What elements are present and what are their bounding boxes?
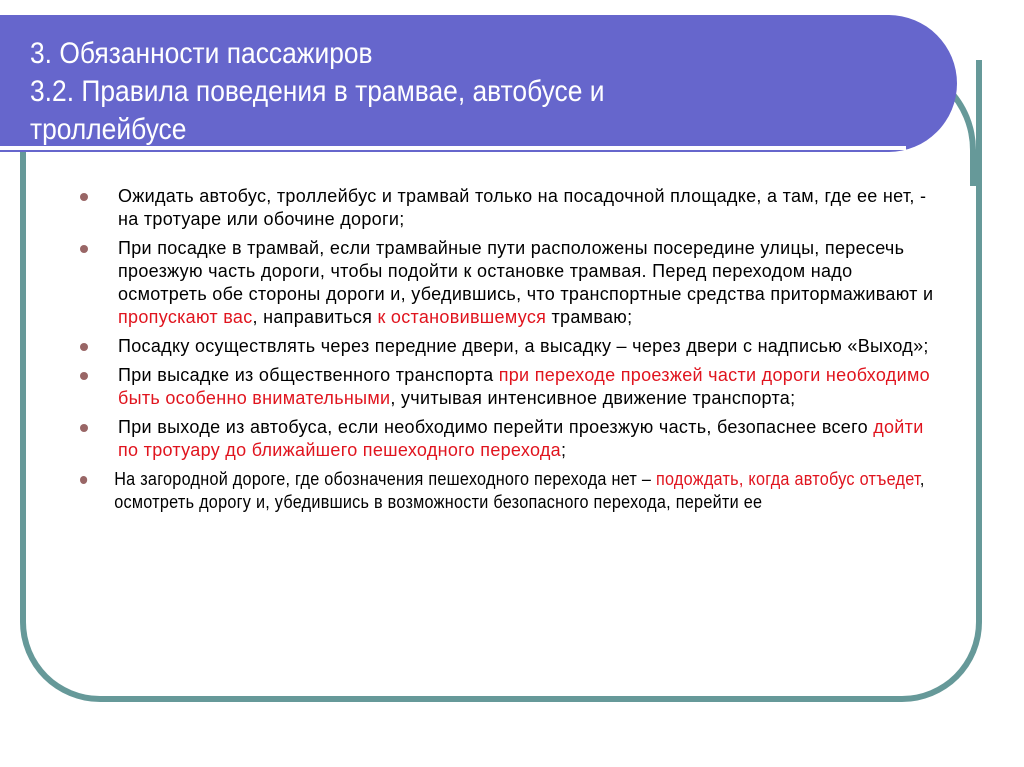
highlighted-text: к остановившемуся <box>377 307 547 327</box>
highlighted-text: при переходе проезжей части дороги необходимо быть особенно внимательными <box>118 365 930 408</box>
item-text: При выходе из автобуса, если необходимо перейти проезжую часть, безопаснее всего <box>118 417 874 437</box>
slide-title <box>30 35 605 149</box>
item-text: , осмотреть дорогу и, убедившись в возможности безопасного перехода, перейти ее <box>114 469 925 512</box>
highlighted-text: пропускают вас <box>118 307 253 327</box>
title-underline <box>0 146 906 150</box>
item-text: На загородной дороге, где обозначения пешеходного перехода нет – <box>114 469 656 489</box>
item-text: ; <box>560 440 567 460</box>
bullet-icon <box>80 424 88 432</box>
title-line-3: троллейбусе <box>30 113 187 146</box>
item-text: , учитывая интенсивное движение транспорта; <box>390 388 796 408</box>
highlighted-text: дойти по тротуару до ближайшего пешеходного перехода <box>118 417 924 460</box>
item-text: При посадке в трамвай, если трамвайные пути расположены посередине улицы, пересечь проезжую часть дороги, чтобы подойти к остановке трамвая. Перед переходом надо осмотреть обе стороны дороги и, убедившись, что транспортные средства притормаживают и <box>118 238 934 304</box>
title-line-1: 3. Обязанности пассажиров <box>30 37 373 70</box>
title-banner <box>0 15 957 152</box>
bullet-icon <box>80 193 88 201</box>
item-text: трамваю; <box>546 307 633 327</box>
list-item <box>80 185 940 231</box>
bullet-icon <box>80 343 88 351</box>
title-line-2: 3.2. Правила поведения в трамвае, автобусе и <box>30 75 605 108</box>
list-item <box>80 335 940 358</box>
bullet-list <box>80 185 940 520</box>
list-item <box>80 416 940 462</box>
list-item <box>80 237 940 329</box>
bullet-icon <box>80 372 88 380</box>
item-text: , направиться <box>252 307 378 327</box>
list-item <box>80 468 973 514</box>
bullet-icon <box>80 476 87 484</box>
item-text: Посадку осуществлять через передние двери, а высадку – через двери с надписью «Выход»; <box>118 336 929 356</box>
item-text: Ожидать автобус, троллейбус и трамвай только на посадочной площадке, а там, где ее нет, - на тротуаре или обочине дороги; <box>118 186 927 229</box>
highlighted-text: подождать, когда автобус отъедет <box>655 469 920 489</box>
item-text: При высадке из общественного транспорта <box>118 365 499 385</box>
bullet-icon <box>80 245 88 253</box>
list-item <box>80 364 940 410</box>
